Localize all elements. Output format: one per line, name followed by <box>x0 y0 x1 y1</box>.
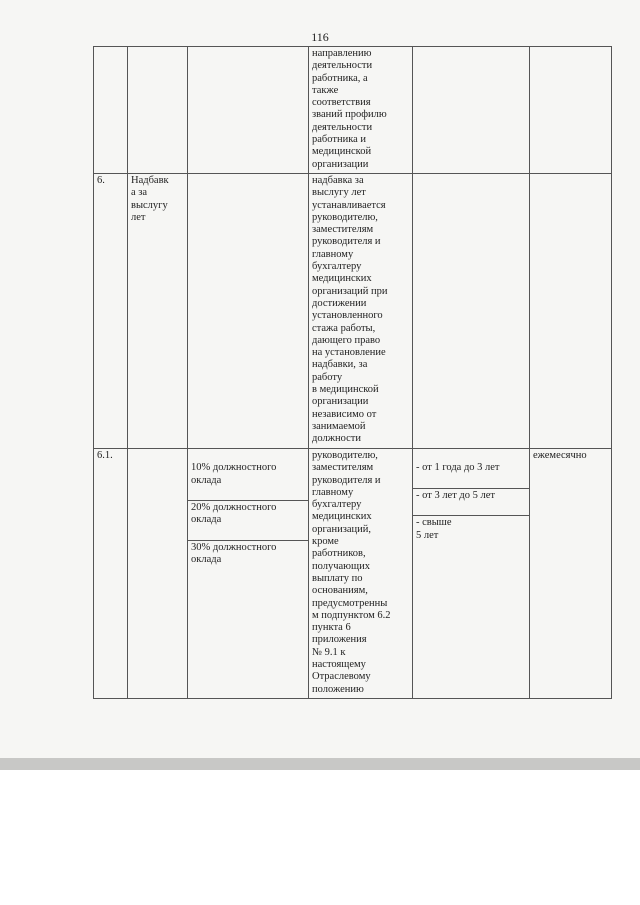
payment-criteria <box>413 47 530 174</box>
size-option: 30% должностного оклада <box>188 540 308 568</box>
page-number: 116 <box>311 30 329 44</box>
criteria-option: - от 3 лет до 5 лет <box>413 488 529 503</box>
payment-conditions: направлению деятельности работника, а также соответствия званий профилю деятельности работника и медицинской организации <box>309 47 413 174</box>
payment-period <box>530 174 612 449</box>
payment-size <box>188 174 309 449</box>
size-option: 20% должностного оклада <box>188 500 308 528</box>
payment-period: ежемесячно <box>530 449 612 699</box>
payment-conditions: руководителю, заместителям руководителя и главному бухгалтеру медицинских организаций, кроме работников, получающих выплату по основаниям, предусмотренны м подпунктом 6.2 пункта 6 приложения № 9.1 к настоящему Отраслевому положению <box>309 449 413 699</box>
scan-edge <box>0 758 640 770</box>
payment-conditions: надбавка за выслугу лет устанавливается руководителю, заместителям руководителя и главному бухгалтеру медицинских организаций при достижении установленного стажа работы, дающего право на установление надбавки, за работу в медицинской организации независимо от занимаемой должности <box>309 174 413 449</box>
criteria-option: - от 1 года до 3 лет <box>416 462 500 474</box>
payment-period <box>530 47 612 174</box>
criteria-option: - свыше 5 лет <box>413 515 529 543</box>
row-number: 6. <box>94 174 128 449</box>
allowance-table <box>93 46 612 699</box>
table-row <box>94 449 612 699</box>
table-row <box>94 174 612 449</box>
table-row <box>94 47 612 174</box>
payment-criteria <box>413 174 530 449</box>
payment-criteria <box>413 449 530 699</box>
payment-size <box>188 449 309 699</box>
payment-name <box>128 449 188 699</box>
payment-name: Надбавк а за выслугу лет <box>128 174 188 449</box>
payment-name <box>128 47 188 174</box>
size-option: 10% должностного оклада <box>191 462 277 486</box>
row-number: 6.1. <box>94 449 128 699</box>
row-number <box>94 47 128 174</box>
payment-size <box>188 47 309 174</box>
